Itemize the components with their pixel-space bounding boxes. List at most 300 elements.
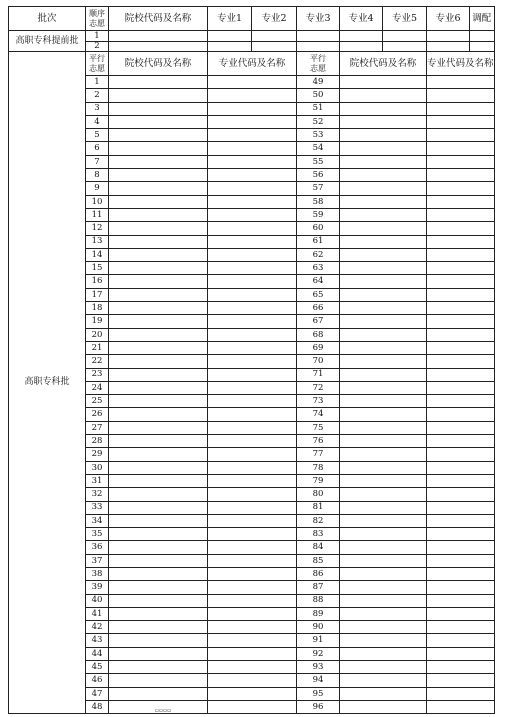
parallel-number-left: 42 [86,621,109,634]
major-cell-right[interactable] [427,115,495,128]
parallel-number-left: 15 [86,262,109,275]
major-cell-left[interactable] [208,674,297,687]
major-cell-right[interactable] [427,661,495,674]
school-cell-left[interactable] [109,115,208,128]
major-cell-left[interactable] [208,142,297,155]
major-cell-left[interactable] [208,567,297,580]
parallel-number-right: 93 [297,661,340,674]
school-cell-left[interactable] [109,368,208,381]
school-cell-right[interactable] [340,448,427,461]
school-cell-left[interactable] [109,248,208,261]
parallel-number-right: 81 [297,501,340,514]
advance-major-cell[interactable] [383,41,427,52]
major-cell-right[interactable] [427,421,495,434]
school-cell-right[interactable] [340,621,427,634]
school-cell-left[interactable] [109,302,208,315]
school-cell-right[interactable] [340,661,427,674]
advance-major-cell[interactable] [208,41,252,52]
school-cell-right[interactable] [340,262,427,275]
footer-mark: ▭▭▭▭ [155,707,172,714]
parallel-number-left: 26 [86,408,109,421]
parallel-number-right: 64 [297,275,340,288]
major-cell-left[interactable] [208,208,297,221]
parallel-number-left: 39 [86,581,109,594]
parallel-header-left [86,52,109,76]
school-cell-right[interactable] [340,634,427,647]
major-2-header: 专业2 [252,7,297,31]
major-cell-right[interactable] [427,302,495,315]
parallel-number-left: 17 [86,288,109,301]
parallel-number-left: 32 [86,488,109,501]
major-cell-left[interactable] [208,581,297,594]
parallel-number-right: 71 [297,368,340,381]
parallel-number-left: 38 [86,567,109,580]
school-cell-left[interactable] [109,435,208,448]
school-cell-right[interactable] [340,302,427,315]
parallel-number-right: 79 [297,474,340,487]
advance-school-cell[interactable] [109,41,208,52]
school-cell-right[interactable] [340,315,427,328]
major-cell-right[interactable] [427,634,495,647]
school-cell-right[interactable] [340,76,427,89]
major-cell-left[interactable] [208,288,297,301]
school-cell-right[interactable] [340,488,427,501]
advance-major-cell[interactable] [297,41,340,52]
school-cell-left[interactable] [109,275,208,288]
parallel-number-right: 74 [297,408,340,421]
parallel-number-left: 23 [86,368,109,381]
major-cell-left[interactable] [208,102,297,115]
school-cell-left[interactable] [109,661,208,674]
major-cell-right[interactable] [427,607,495,620]
school-cell-right[interactable] [340,182,427,195]
school-cell-left[interactable] [109,222,208,235]
school-header-left: 院校代码及名称 [109,52,208,76]
major-cell-left[interactable] [208,89,297,102]
school-cell-left[interactable] [109,687,208,700]
school-cell-left[interactable] [109,182,208,195]
major-cell-left[interactable] [208,76,297,89]
major-cell-right[interactable] [427,341,495,354]
parallel-number-right: 80 [297,488,340,501]
major-cell-left[interactable] [208,461,297,474]
school-cell-left[interactable] [109,381,208,394]
school-cell-right[interactable] [340,275,427,288]
school-cell-right[interactable] [340,501,427,514]
major-cell-right[interactable] [427,700,495,713]
major-cell-right[interactable] [427,288,495,301]
parallel-number-right: 61 [297,235,340,248]
school-cell-left[interactable] [109,674,208,687]
major-cell-left[interactable] [208,395,297,408]
advance-major-cell[interactable] [252,41,297,52]
school-cell-left[interactable] [109,528,208,541]
major-cell-left[interactable] [208,661,297,674]
major-cell-left[interactable] [208,634,297,647]
major-cell-right[interactable] [427,355,495,368]
major-cell-left[interactable] [208,647,297,660]
parallel-number-left: 22 [86,355,109,368]
parallel-number-right: 84 [297,541,340,554]
parallel-number-left: 27 [86,421,109,434]
school-cell-left[interactable] [109,541,208,554]
parallel-number-right: 63 [297,262,340,275]
major-cell-left[interactable] [208,448,297,461]
major-cell-right[interactable] [427,182,495,195]
major-cell-right[interactable] [427,381,495,394]
advance-major-cell[interactable] [340,41,383,52]
school-cell-right[interactable] [340,607,427,620]
school-cell-right[interactable] [340,408,427,421]
school-cell-right[interactable] [340,235,427,248]
advance-order-2: 2 [86,41,109,52]
school-cell-right[interactable] [340,328,427,341]
major-cell-right[interactable] [427,567,495,580]
school-cell-left[interactable] [109,461,208,474]
advance-adjust-cell[interactable] [470,41,495,52]
school-cell-left[interactable] [109,594,208,607]
school-cell-left[interactable] [109,355,208,368]
parallel-number-left: 44 [86,647,109,660]
major-cell-left[interactable] [208,328,297,341]
school-header-right: 院校代码及名称 [340,52,427,76]
school-cell-right[interactable] [340,541,427,554]
parallel-header-right [297,52,340,76]
major-cell-left[interactable] [208,341,297,354]
major-3-header: 专业3 [297,7,340,31]
school-cell-left[interactable] [109,169,208,182]
school-header: 院校代码及名称 [109,7,208,31]
major-cell-left[interactable] [208,381,297,394]
parallel-number-right: 54 [297,142,340,155]
school-cell-left[interactable] [109,142,208,155]
school-cell-right[interactable] [340,195,427,208]
school-cell-left[interactable] [109,448,208,461]
parallel-number-left: 6 [86,142,109,155]
school-cell-left[interactable] [109,155,208,168]
major-cell-right[interactable] [427,368,495,381]
parallel-number-left: 1 [86,76,109,89]
school-cell-right[interactable] [340,461,427,474]
major-cell-right[interactable] [427,488,495,501]
school-cell-right[interactable] [340,381,427,394]
major-cell-left[interactable] [208,528,297,541]
school-cell-right[interactable] [340,169,427,182]
major-cell-left[interactable] [208,408,297,421]
parallel-number-left: 11 [86,208,109,221]
advance-major-cell[interactable] [208,31,252,42]
parallel-number-right: 76 [297,435,340,448]
parallel-number-left: 24 [86,381,109,394]
parallel-number-right: 57 [297,182,340,195]
school-cell-right[interactable] [340,674,427,687]
major-cell-left[interactable] [208,421,297,434]
school-cell-left[interactable] [109,514,208,527]
major-cell-right[interactable] [427,195,495,208]
major-cell-right[interactable] [427,474,495,487]
order-header-line1: 顺序 [89,8,105,18]
major-cell-right[interactable] [427,222,495,235]
major-cell-right[interactable] [427,129,495,142]
major-cell-left[interactable] [208,195,297,208]
major-cell-left[interactable] [208,222,297,235]
parallel-number-left: 45 [86,661,109,674]
major-cell-left[interactable] [208,514,297,527]
advance-major-cell[interactable] [252,31,297,42]
main-subheader-row [9,52,495,76]
school-cell-left[interactable] [109,488,208,501]
major-cell-left[interactable] [208,302,297,315]
major-cell-right[interactable] [427,328,495,341]
parallel-number-left: 41 [86,607,109,620]
parallel-number-right: 82 [297,514,340,527]
parallel-number-right: 59 [297,208,340,221]
major-cell-left[interactable] [208,554,297,567]
major-cell-right[interactable] [427,408,495,421]
parallel-number-right: 91 [297,634,340,647]
school-cell-left[interactable] [109,129,208,142]
parallel-number-left: 4 [86,115,109,128]
major-cell-left[interactable] [208,248,297,261]
parallel-number-left: 12 [86,222,109,235]
major-1-header: 专业1 [208,7,252,31]
parallel-number-left: 35 [86,528,109,541]
major-cell-right[interactable] [427,169,495,182]
school-cell-right[interactable] [340,474,427,487]
parallel-number-left: 5 [86,129,109,142]
advance-major-cell[interactable] [427,31,470,42]
major-cell-right[interactable] [427,142,495,155]
school-cell-left[interactable] [109,262,208,275]
parallel-number-right: 86 [297,567,340,580]
major-cell-left[interactable] [208,368,297,381]
school-cell-right[interactable] [340,647,427,660]
parallel-number-right: 89 [297,607,340,620]
parallel-number-right: 69 [297,341,340,354]
parallel-number-right: 75 [297,421,340,434]
major-cell-left[interactable] [208,594,297,607]
parallel-number-left: 33 [86,501,109,514]
major-cell-left[interactable] [208,355,297,368]
school-cell-left[interactable] [109,581,208,594]
major-cell-left[interactable] [208,155,297,168]
school-cell-left[interactable] [109,567,208,580]
major-cell-right[interactable] [427,248,495,261]
advance-school-cell[interactable] [109,31,208,42]
school-cell-right[interactable] [340,341,427,354]
major-cell-left[interactable] [208,315,297,328]
advance-major-cell[interactable] [297,31,340,42]
advance-order-1: 1 [86,31,109,42]
major-cell-right[interactable] [427,448,495,461]
school-cell-right[interactable] [340,248,427,261]
major-cell-left[interactable] [208,621,297,634]
school-cell-right[interactable] [340,395,427,408]
school-cell-left[interactable] [109,554,208,567]
major-cell-right[interactable] [427,687,495,700]
parallel-number-left: 2 [86,89,109,102]
major-4-header: 专业4 [340,7,383,31]
parallel-number-left: 43 [86,634,109,647]
school-cell-right[interactable] [340,567,427,580]
major-cell-right[interactable] [427,647,495,660]
major-cell-left[interactable] [208,700,297,713]
parallel-number-right: 96 [297,700,340,713]
major-cell-left[interactable] [208,182,297,195]
parallel-number-left: 7 [86,155,109,168]
major-cell-right[interactable] [427,528,495,541]
school-cell-left[interactable] [109,634,208,647]
major-cell-left[interactable] [208,115,297,128]
major-cell-right[interactable] [427,461,495,474]
major-cell-left[interactable] [208,435,297,448]
major-cell-left[interactable] [208,501,297,514]
school-cell-right[interactable] [340,594,427,607]
school-cell-left[interactable] [109,195,208,208]
school-cell-right[interactable] [340,129,427,142]
major-cell-left[interactable] [208,169,297,182]
order-header-line2: 志愿 [89,18,105,28]
school-cell-right[interactable] [340,554,427,567]
parallel-number-left: 48 [86,700,109,713]
school-cell-right[interactable] [340,142,427,155]
parallel-number-right: 67 [297,315,340,328]
school-cell-left[interactable] [109,89,208,102]
major-cell-right[interactable] [427,235,495,248]
parallel-header-right-line2: 志愿 [310,63,326,73]
major-cell-right[interactable] [427,435,495,448]
advance-row-1 [9,31,495,42]
school-cell-left[interactable] [109,395,208,408]
parallel-number-right: 58 [297,195,340,208]
parallel-number-left: 21 [86,341,109,354]
advance-adjust-cell[interactable] [470,31,495,42]
batch-header: 批次 [9,7,86,31]
major-cell-left[interactable] [208,129,297,142]
school-cell-right[interactable] [340,355,427,368]
major-cell-right[interactable] [427,76,495,89]
parallel-number-right: 53 [297,129,340,142]
school-cell-left[interactable] [109,102,208,115]
parallel-number-left: 10 [86,195,109,208]
parallel-number-left: 31 [86,474,109,487]
parallel-number-right: 50 [297,89,340,102]
major-header-left: 专业代码及名称 [208,52,297,76]
parallel-number-right: 55 [297,155,340,168]
parallel-number-right: 85 [297,554,340,567]
advance-major-cell[interactable] [340,31,383,42]
school-cell-right[interactable] [340,288,427,301]
parallel-number-left: 46 [86,674,109,687]
major-cell-left[interactable] [208,607,297,620]
parallel-number-left: 30 [86,461,109,474]
order-header [86,7,109,31]
major-cell-right[interactable] [427,89,495,102]
parallel-number-left: 36 [86,541,109,554]
school-cell-right[interactable] [340,222,427,235]
school-cell-left[interactable] [109,421,208,434]
parallel-number-right: 87 [297,581,340,594]
school-cell-left[interactable] [109,208,208,221]
major-header-right: 专业代码及名称 [427,52,495,76]
school-cell-left[interactable] [109,621,208,634]
school-cell-left[interactable] [109,315,208,328]
school-cell-left[interactable] [109,647,208,660]
school-cell-right[interactable] [340,687,427,700]
school-cell-right[interactable] [340,514,427,527]
parallel-number-right: 51 [297,102,340,115]
school-cell-right[interactable] [340,421,427,434]
school-cell-left[interactable] [109,235,208,248]
major-cell-right[interactable] [427,262,495,275]
school-cell-left[interactable] [109,76,208,89]
major-cell-right[interactable] [427,594,495,607]
major-cell-left[interactable] [208,275,297,288]
major-cell-right[interactable] [427,514,495,527]
parallel-number-right: 62 [297,248,340,261]
school-cell-left[interactable] [109,328,208,341]
major-cell-left[interactable] [208,235,297,248]
school-cell-right[interactable] [340,368,427,381]
school-cell-left[interactable] [109,288,208,301]
school-cell-left[interactable] [109,408,208,421]
major-cell-left[interactable] [208,474,297,487]
school-cell-right[interactable] [340,208,427,221]
major-cell-right[interactable] [427,395,495,408]
advance-major-cell[interactable] [427,41,470,52]
major-cell-right[interactable] [427,315,495,328]
major-cell-right[interactable] [427,554,495,567]
school-cell-right[interactable] [340,581,427,594]
major-cell-right[interactable] [427,155,495,168]
parallel-number-right: 94 [297,674,340,687]
major-cell-left[interactable] [208,541,297,554]
school-cell-right[interactable] [340,528,427,541]
advance-major-cell[interactable] [383,31,427,42]
parallel-number-right: 60 [297,222,340,235]
school-cell-right[interactable] [340,102,427,115]
major-cell-right[interactable] [427,674,495,687]
parallel-number-left: 14 [86,248,109,261]
school-cell-right[interactable] [340,115,427,128]
parallel-number-right: 73 [297,395,340,408]
parallel-number-right: 49 [297,76,340,89]
major-cell-right[interactable] [427,581,495,594]
major-5-header: 专业5 [383,7,427,31]
major-cell-left[interactable] [208,262,297,275]
parallel-number-left: 20 [86,328,109,341]
major-cell-right[interactable] [427,208,495,221]
school-cell-left[interactable] [109,607,208,620]
school-cell-right[interactable] [340,89,427,102]
school-cell-left[interactable] [109,341,208,354]
major-cell-left[interactable] [208,687,297,700]
major-cell-right[interactable] [427,275,495,288]
advance-batch-label: 高职专科提前批 [9,31,86,52]
main-batch-label: 高职专科批 [9,52,86,714]
major-cell-right[interactable] [427,102,495,115]
school-cell-right[interactable] [340,155,427,168]
parallel-number-right: 88 [297,594,340,607]
major-cell-right[interactable] [427,501,495,514]
major-cell-right[interactable] [427,541,495,554]
school-cell-left[interactable] [109,474,208,487]
major-cell-left[interactable] [208,488,297,501]
school-cell-left[interactable] [109,501,208,514]
school-cell-right[interactable] [340,435,427,448]
school-cell-right[interactable] [340,700,427,713]
major-cell-right[interactable] [427,621,495,634]
